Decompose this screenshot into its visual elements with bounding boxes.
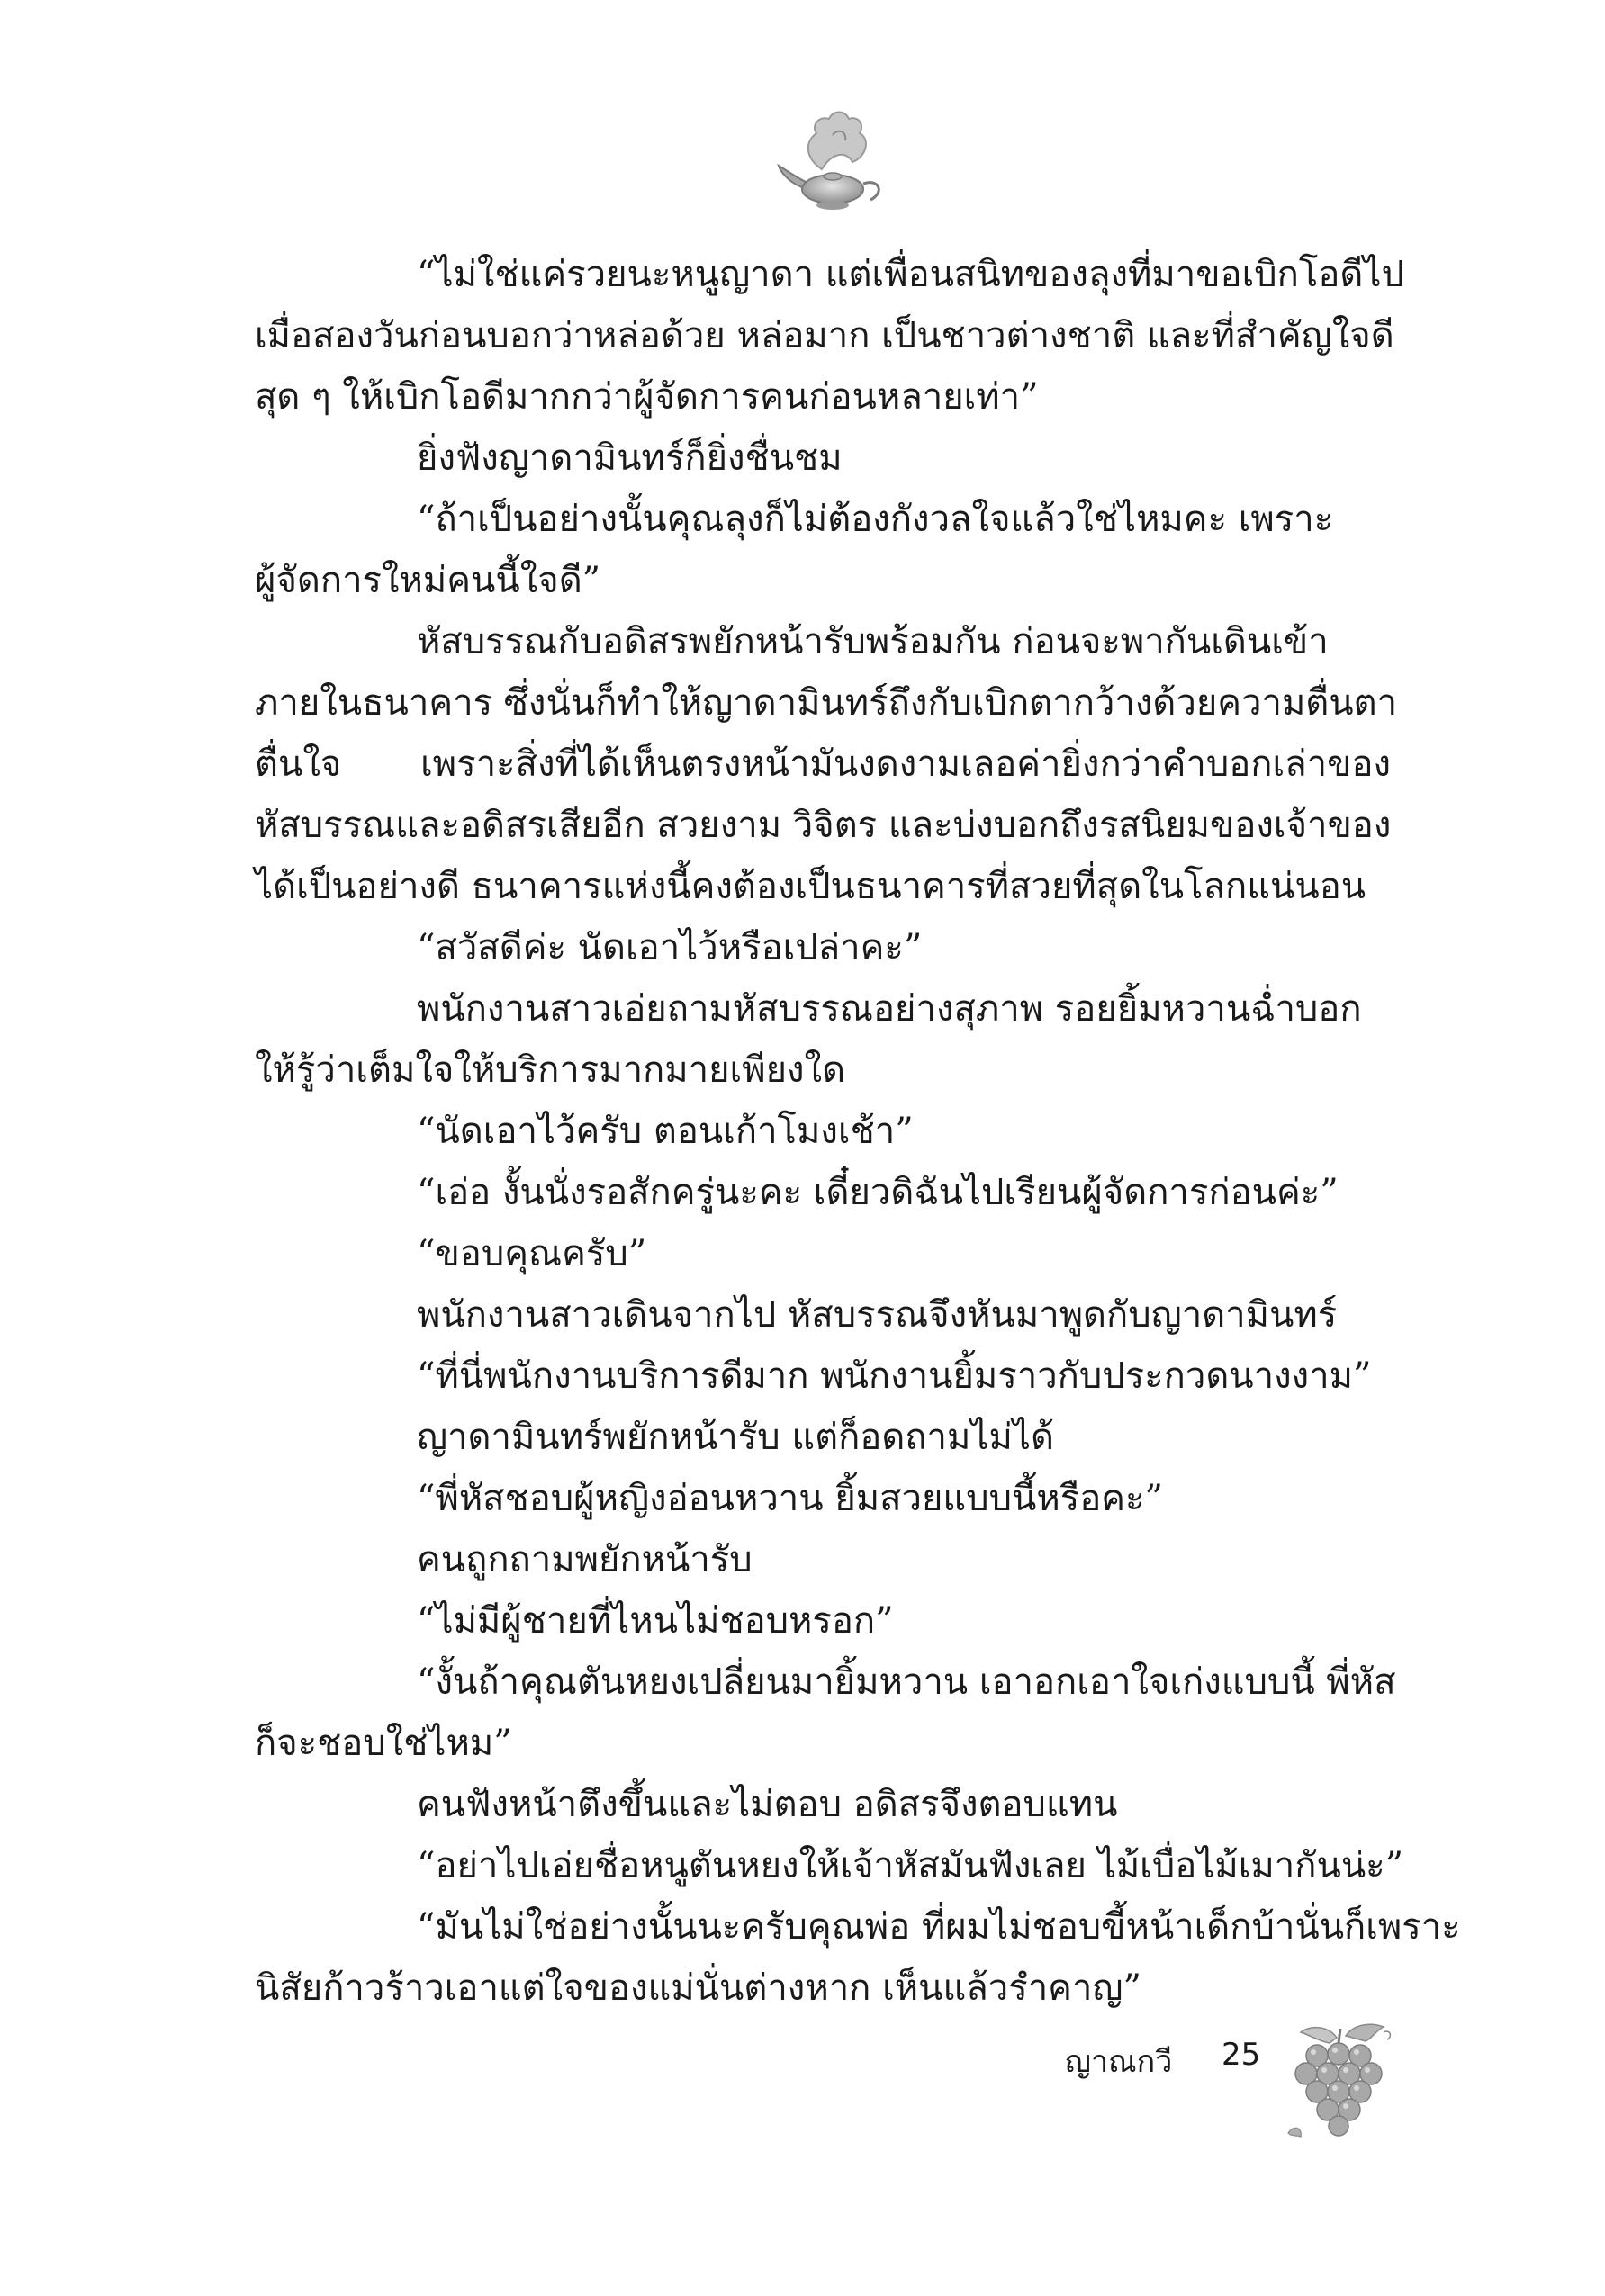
text-line: ผู้จัดการใหม่คนนี้ใจดี” <box>255 560 601 601</box>
text-line: คนฟังหน้าตึงขึ้นและไม่ตอบ อดิสรจึงตอบแทน <box>417 1784 1118 1825</box>
text-line: พนักงานสาวเดินจากไป หัสบรรณจึงหันมาพูดกับญาดามินทร์ <box>417 1294 1338 1336</box>
text-line: ยิ่งฟังญาดามินทร์ก็ยิ่งชื่นชม <box>417 437 843 479</box>
text-line: “งั้นถ้าคุณตันหยงเปลี่ยนมายิ้มหวาน เอาอกเอาใจเก่งแบบนี้ พี่หัส <box>417 1661 1396 1703</box>
text-line: เมื่อสองวันก่อนบอกว่าหล่อด้วย หล่อมาก เป็นชาวต่างชาติ และที่สำคัญใจดี <box>255 315 1394 356</box>
text-line: “ขอบคุณครับ” <box>417 1233 647 1274</box>
text-line: “มันไม่ใช่อย่างนั้นนะครับคุณพ่อ ที่ผมไม่ชอบขี้หน้าเด็กบ้านั่นก็เพราะ <box>417 1906 1461 1948</box>
text-line: “นัดเอาไว้ครับ ตอนเก้าโมงเช้า” <box>417 1111 914 1152</box>
text-line: “ที่นี่พนักงานบริการดีมาก พนักงานยิ้มราวกับประกวดนางงาม” <box>417 1355 1372 1397</box>
text-line: ตื่นใจ เพราะสิ่งที่ได้เห็นตรงหน้ามันงดงามเลอค่ายิ่งกว่าคำบอกเล่าของ <box>255 743 1391 785</box>
text-line: สุด ๆ ให้เบิกโอดีมากกว่าผู้จัดการคนก่อนหลายเท่า” <box>255 376 1039 418</box>
text-line: “อย่าไปเอ่ยชื่อหนูตันหยงให้เจ้าหัสมันฟังเลย ไม้เบื่อไม้เมากันน่ะ” <box>417 1845 1404 1886</box>
text-line: หัสบรรณและอดิสรเสียอีก สวยงาม วิจิตร และบ่งบอกถึงรสนิยมของเจ้าของ <box>255 805 1392 846</box>
text-line: ก็จะชอบใช่ไหม” <box>255 1723 512 1764</box>
page-number: 25 <box>1222 2037 1261 2073</box>
text-line: นิสัยก้าวร้าวเอาแต่ใจของแม่นั่นต่างหาก เห็นแล้วรำคาญ” <box>255 1967 1141 2009</box>
text-line: ญาดามินทร์พยักหน้ารับ แต่ก็อดถามไม่ได้ <box>417 1417 1054 1458</box>
text-line: ได้เป็นอย่างดี ธนาคารแห่งนี้คงต้องเป็นธนาคารที่สวยที่สุดในโลกแน่นอน <box>255 866 1366 907</box>
text-line: ให้รู้ว่าเต็มใจให้บริการมากมายเพียงใด <box>255 1049 846 1091</box>
text-line: “ถ้าเป็นอย่างนั้นคุณลุงก็ไม่ต้องกังวลใจแล้วใช่ไหมคะ เพราะ <box>417 499 1334 540</box>
text-line: พนักงานสาวเอ่ยถามหัสบรรณอย่างสุภาพ รอยยิ้มหวานฉ่ำบอก <box>417 988 1362 1030</box>
text-line: “ไม่ใช่แค่รวยนะหนูญาดา แต่เพื่อนสนิทของลุงที่มาขอเบิกโอดีไป <box>417 254 1404 295</box>
text-line: “ไม่มีผู้ชายที่ไหนไม่ชอบหรอก” <box>417 1600 894 1642</box>
text-line: “สวัสดีค่ะ นัดเอาไว้หรือเปล่าคะ” <box>417 927 923 968</box>
text-line: “พี่หัสชอบผู้หญิงอ่อนหวาน ยิ้มสวยแบบนี้หรือคะ” <box>417 1478 1163 1519</box>
text-line: หัสบรรณกับอดิสรพยักหน้ารับพร้อมกัน ก่อนจะพากันเดินเข้า <box>417 621 1329 662</box>
text-line: “เอ่อ งั้นนั่งรอสักครู่นะคะ เดี๋ยวดิฉันไปเรียนผู้จัดการก่อนค่ะ” <box>417 1172 1339 1213</box>
text-line: คนถูกถามพยักหน้ารับ <box>417 1539 753 1580</box>
grapes-icon <box>1283 2016 1400 2147</box>
text-line: ภายในธนาคาร ซึ่งนั่นก็ทำให้ญาดามินทร์ถึงกับเบิกตากว้างด้วยความตื่นตา <box>255 682 1398 724</box>
footer-author: ญาณกวี <box>1065 2044 1173 2080</box>
